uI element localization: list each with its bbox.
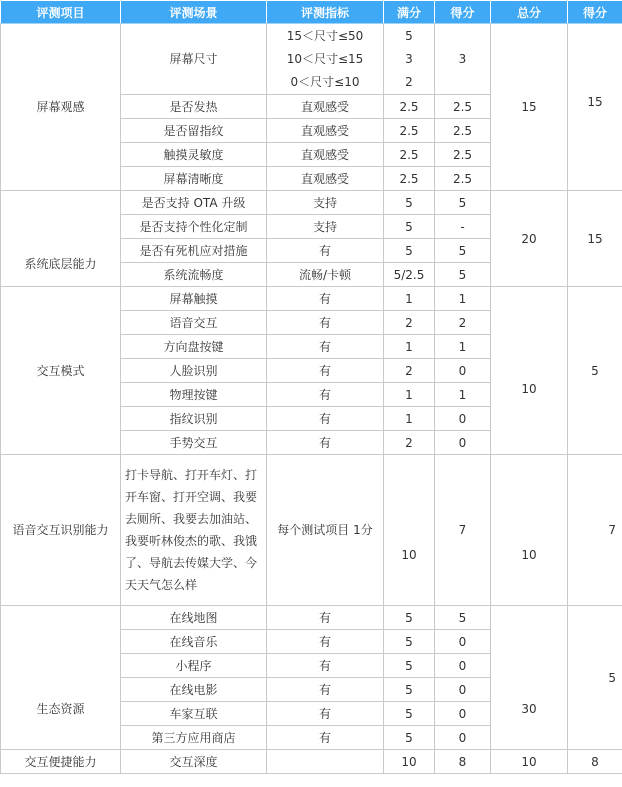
header-total: 总分 [491, 1, 568, 24]
metric-cell: 直观感受 [267, 143, 384, 167]
metric-cell: 有 [267, 431, 384, 455]
header-score: 得分 [435, 1, 491, 24]
score-cell: 2.5 [435, 119, 491, 143]
full-score-cell: 1 [384, 287, 435, 311]
full-score-cell: 1 [384, 335, 435, 359]
total-cell: 15 [491, 24, 568, 191]
full-score-cell: 5 [384, 239, 435, 263]
scene-cell: 第三方应用商店 [121, 726, 267, 750]
category-ecosystem: 生态资源 [1, 606, 121, 750]
size-range: 0＜尺寸≤10 [290, 74, 360, 89]
full-score-cell: 1 [384, 407, 435, 431]
size-range: 10＜尺寸≤15 [286, 51, 364, 66]
metric-cell: 有 [267, 287, 384, 311]
scene-cell: 屏幕清晰度 [121, 167, 267, 191]
total-score-cell: 8 [568, 750, 622, 774]
size-range: 15＜尺寸≤50 [286, 28, 364, 43]
score-cell: 2.5 [435, 167, 491, 191]
score-cell: 0 [435, 630, 491, 654]
full-score-cell: 5 [384, 215, 435, 239]
full-score-cell: 5 [384, 654, 435, 678]
full-score-cell: 2.5 [384, 119, 435, 143]
scene-cell: 在线地图 [121, 606, 267, 630]
metric-cell: 有 [267, 311, 384, 335]
category-convenience: 交互便捷能力 [1, 750, 121, 774]
full-score-cell: 5 [384, 726, 435, 750]
metric-cell: 每个测试项目 1分 [267, 455, 384, 606]
metric-cell: 有 [267, 383, 384, 407]
total-score-cell: 15 [568, 191, 622, 287]
metric-cell: 有 [267, 359, 384, 383]
full-score-cell: 10 [384, 455, 435, 606]
table-row [1, 287, 622, 311]
metric-cell: 有 [267, 678, 384, 702]
total-cell: 10 [491, 750, 568, 774]
metric-cell: 有 [267, 407, 384, 431]
total-score-cell: 5 [568, 606, 622, 750]
metric-cell: 直观感受 [267, 95, 384, 119]
score-cell: 5 [435, 239, 491, 263]
scene-cell: 语音交互 [121, 311, 267, 335]
scene-cell: 是否支持个性化定制 [121, 215, 267, 239]
full-score-cell: 10 [384, 750, 435, 774]
total-score-cell: 5 [568, 287, 622, 455]
scene-cell: 物理按键 [121, 383, 267, 407]
score-cell: 1 [435, 287, 491, 311]
full-score-cell: 2 [384, 311, 435, 335]
scene-cell: 是否有死机应对措施 [121, 239, 267, 263]
header-full-score: 满分 [384, 1, 435, 24]
score-cell: 0 [435, 359, 491, 383]
full-score-cell: 5 [384, 678, 435, 702]
metric-cell: 有 [267, 239, 384, 263]
metric-cell: 支持 [267, 191, 384, 215]
full-score-cell: 2 [384, 431, 435, 455]
total-cell: 10 [491, 287, 568, 455]
scene-cell: 在线音乐 [121, 630, 267, 654]
score-cell: 1 [435, 383, 491, 407]
score-cell: 5 [435, 263, 491, 287]
scene-cell: 屏幕触摸 [121, 287, 267, 311]
metric-cell: 直观感受 [267, 119, 384, 143]
size-full-score: 5 [405, 28, 413, 43]
total-cell: 30 [491, 606, 568, 750]
score-cell: 8 [435, 750, 491, 774]
scene-cell: 触摸灵敏度 [121, 143, 267, 167]
scene-cell: 小程序 [121, 654, 267, 678]
size-full-score: 3 [405, 51, 413, 66]
full-score-cell: 5 [384, 191, 435, 215]
full-score-cell: 5 [384, 606, 435, 630]
metric-cell: 有 [267, 726, 384, 750]
score-cell: 3 [435, 24, 491, 95]
total-cell: 20 [491, 191, 568, 287]
metric-cell [267, 24, 384, 95]
header-category: 评测项目 [1, 1, 121, 24]
score-cell: 2.5 [435, 143, 491, 167]
metric-cell: 有 [267, 654, 384, 678]
table-row [1, 191, 622, 215]
table-row [1, 606, 622, 630]
full-score-cell: 2.5 [384, 143, 435, 167]
full-score-cell: 5 [384, 702, 435, 726]
score-cell: 7 [435, 455, 491, 606]
total-cell: 10 [491, 455, 568, 606]
category-system: 系统底层能力 [1, 191, 121, 287]
score-cell: 0 [435, 702, 491, 726]
score-cell: 5 [435, 606, 491, 630]
metric-cell: 有 [267, 630, 384, 654]
category-interaction: 交互模式 [1, 287, 121, 455]
header-scene: 评测场景 [121, 1, 267, 24]
full-score-cell: 5 [384, 630, 435, 654]
table-row [1, 750, 622, 774]
score-cell: 2.5 [435, 95, 491, 119]
table-row [1, 455, 622, 606]
metric-cell: 有 [267, 606, 384, 630]
category-screen: 屏幕观感 [1, 24, 121, 191]
total-score-cell: 15 [568, 24, 622, 191]
scene-cell: 人脸识别 [121, 359, 267, 383]
metric-cell: 有 [267, 335, 384, 359]
scene-cell: 手势交互 [121, 431, 267, 455]
scene-cell: 指纹识别 [121, 407, 267, 431]
full-score-cell [384, 24, 435, 95]
scene-cell: 打卡导航、打开车灯、打开车窗、打开空调、我要去厕所、我要去加油站、我要听林俊杰的歌、我饿了、导航去传媒大学、今天天气怎么样 [121, 455, 267, 606]
metric-cell [267, 750, 384, 774]
score-cell: 5 [435, 191, 491, 215]
score-cell: 0 [435, 726, 491, 750]
header-metric: 评测指标 [267, 1, 384, 24]
table-row [1, 24, 622, 95]
header-total-score: 得分 [568, 1, 622, 24]
full-score-cell: 2 [384, 359, 435, 383]
total-score-cell: 7 [568, 455, 622, 606]
metric-cell: 流畅/卡顿 [267, 263, 384, 287]
scene-cell: 是否留指纹 [121, 119, 267, 143]
score-cell: 0 [435, 407, 491, 431]
score-cell: 0 [435, 678, 491, 702]
scene-cell: 车家互联 [121, 702, 267, 726]
size-full-score: 2 [405, 74, 413, 89]
full-score-cell: 1 [384, 383, 435, 407]
full-score-cell: 2.5 [384, 167, 435, 191]
metric-cell: 直观感受 [267, 167, 384, 191]
scene-cell: 是否支持 OTA 升级 [121, 191, 267, 215]
score-cell: 0 [435, 431, 491, 455]
score-cell: 2 [435, 311, 491, 335]
category-voice: 语音交互识别能力 [1, 455, 121, 606]
scene-cell: 方向盘按键 [121, 335, 267, 359]
scene-cell: 系统流畅度 [121, 263, 267, 287]
metric-cell: 有 [267, 702, 384, 726]
scene-cell: 在线电影 [121, 678, 267, 702]
scene-cell: 是否发热 [121, 95, 267, 119]
score-cell: - [435, 215, 491, 239]
header-row [1, 1, 622, 24]
full-score-cell: 5/2.5 [384, 263, 435, 287]
scene-cell: 交互深度 [121, 750, 267, 774]
metric-cell: 支持 [267, 215, 384, 239]
score-cell: 0 [435, 654, 491, 678]
full-score-cell: 2.5 [384, 95, 435, 119]
score-cell: 1 [435, 335, 491, 359]
scene-cell: 屏幕尺寸 [121, 24, 267, 95]
